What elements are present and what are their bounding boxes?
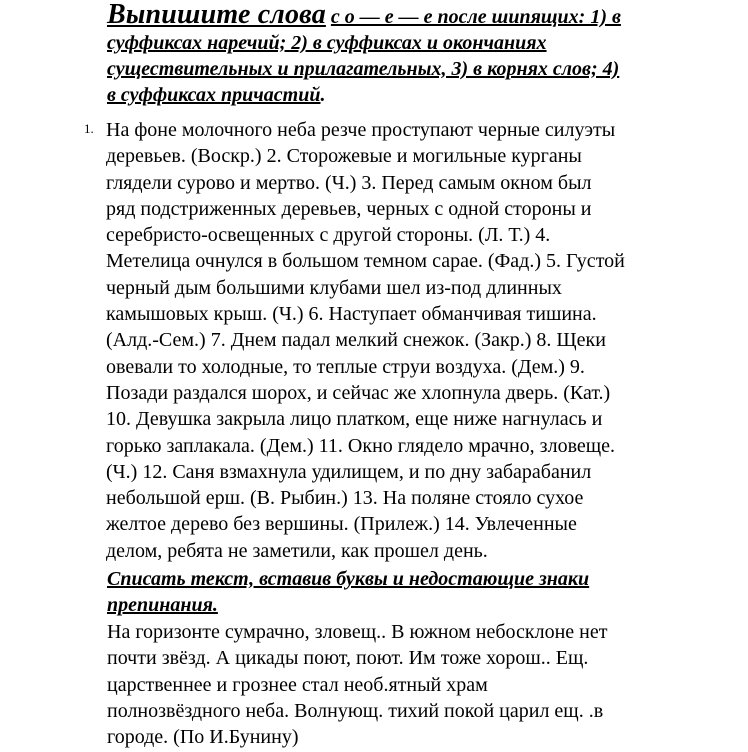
- sentence-line: (Ч.) 12. Саня взмахнула удилищем, и по дну забарабанил: [106, 460, 592, 483]
- list-number: 1.: [84, 121, 94, 136]
- task2-heading-line: Списать текст, вставив буквы и недостающие знаки: [107, 568, 590, 590]
- task1-instruction: [107, 2, 727, 108]
- sentence-line: желтое дерево без вершины. (Прилеж.) 14. Увлеченные: [106, 513, 577, 536]
- sentence-line: ряд подстриженных деревьев, черных с одной стороны и: [106, 197, 592, 220]
- sentence-line: делом, ребята не заметили, как прошел день.: [106, 539, 488, 562]
- sentence-line: небольшой ерш. (В. Рыбин.) 13. На поляне стояло сухое: [106, 487, 584, 510]
- task2-heading: [107, 566, 707, 619]
- text2-line: На горизонте сумрачно, зловещ.. В южном небосклоне нет: [107, 621, 608, 643]
- task1-line-2: суффиксах наречий; 2) в суффиксах и окончаниях: [107, 32, 547, 54]
- sentence-line: На фоне молочного неба резче проступают черные силуэты: [106, 119, 616, 141]
- task1-end-mark: .: [320, 84, 326, 106]
- text2-line: почти звёзд. А цикады поют, поют. Им тоже хорош.. Ещ.: [107, 647, 589, 670]
- sentence-line: горько заплакала. (Дем.) 11. Окно глядело мрачно, зловеще.: [106, 434, 616, 457]
- sentences-list: [106, 117, 706, 564]
- sentence-line: 10. Девушка закрыла лицо платком, еще ниже нагнулась и: [106, 408, 603, 431]
- task1-line-1: с о — е — е после шипящих: 1) в: [330, 6, 621, 28]
- sentence-line: камышовых крыш. (Ч.) 6. Наступает обманчивая тишина.: [106, 303, 597, 326]
- sentence-line: (Алд.-Сем.) 7. Днем падал мелкий снежок. (Закр.) 8. Щеки: [106, 329, 606, 352]
- text2-line: городе. (По И.Бунину): [107, 726, 299, 749]
- sentence-line: серебристо-освещенных с другой стороны. (Л. Т.) 4.: [106, 224, 551, 247]
- task1-line-4: в суффиксах причастий: [107, 84, 321, 106]
- sentence-line: овевали то холодные, то теплые струи воздуха. (Дем.) 9.: [106, 355, 585, 378]
- sentence-line: Позади раздался шорох, и сейчас же хлопнула дверь. (Кат.): [106, 381, 611, 404]
- text2-line: полнозвёздного неба. Волнующ. тихий покой царил ещ. .в: [107, 699, 604, 722]
- task1-line-3: существительных и прилагательных, 3) в корнях слов; 4): [107, 58, 620, 80]
- sentence-line: глядели сурово и мертво. (Ч.) 3. Перед самым окном был: [106, 171, 592, 194]
- task2-heading-line: препинания.: [107, 594, 218, 617]
- sentence-line: черный дым большими клубами шел из-под длинных: [106, 276, 562, 299]
- sentence-line: деревьев. (Воскр.) 2. Сторожевые и могильные курганы: [106, 145, 582, 168]
- text2-line: царственнее и грознее стал необ.ятный храм: [107, 673, 488, 696]
- sentence-line: Метелица очнулся в большом темном сарае. (Фад.) 5. Густой: [106, 250, 625, 273]
- task2-text: [107, 619, 707, 750]
- task1-heading: Выпишите слова: [107, 0, 326, 30]
